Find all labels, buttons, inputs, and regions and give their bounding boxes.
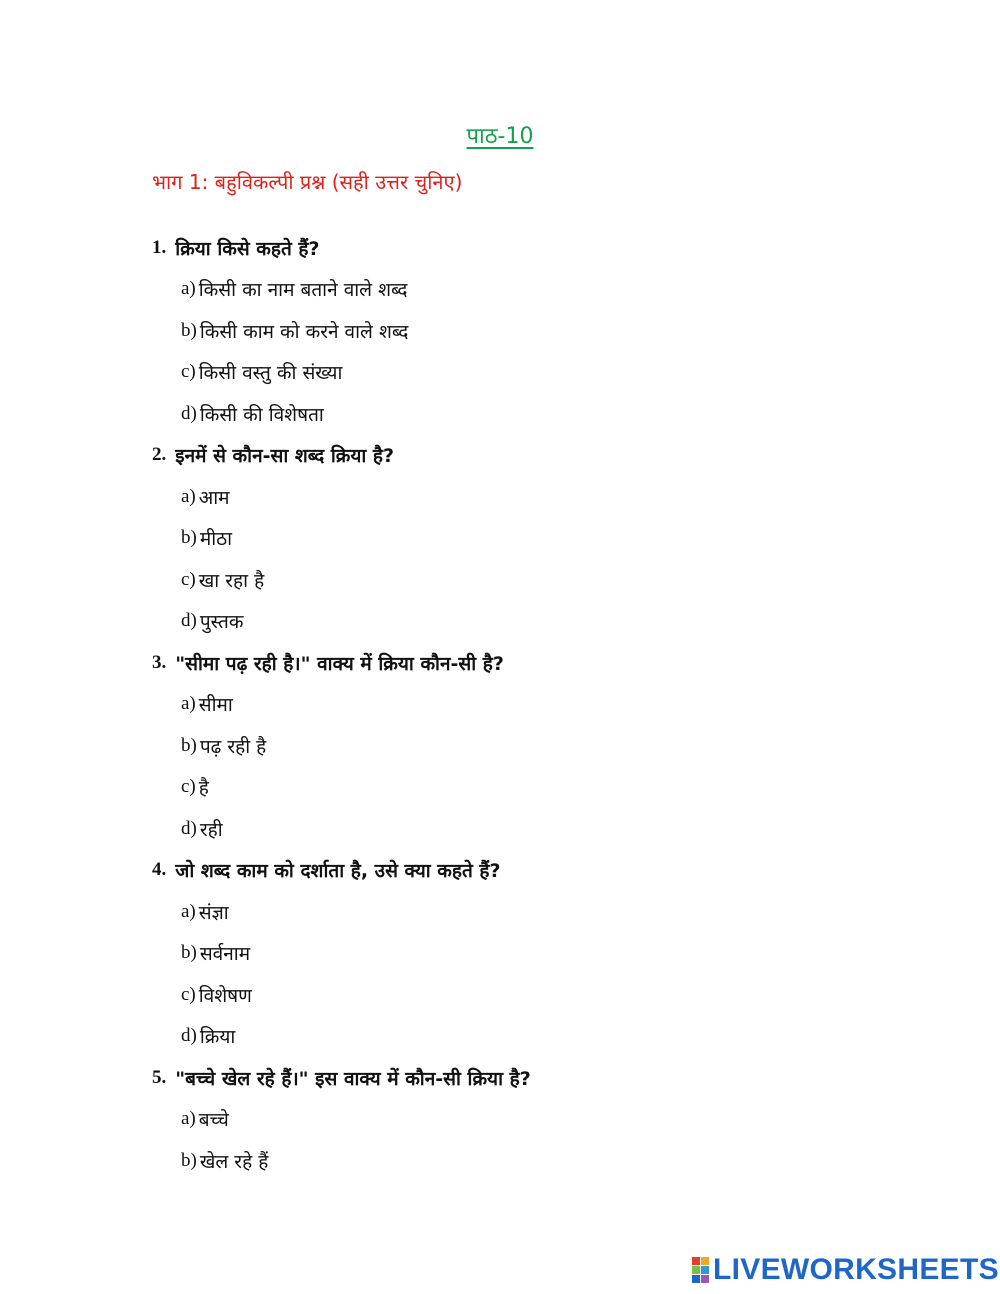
- brand-text: LIVEWORKSHEETS: [713, 1253, 999, 1286]
- option-text: मीठा: [199, 528, 233, 551]
- option-label: a): [181, 278, 196, 300]
- option-label: a): [181, 1108, 196, 1130]
- option-text: क्रिया: [199, 1026, 236, 1049]
- option-2a[interactable]: [152, 476, 912, 518]
- option-text: रही: [199, 818, 223, 841]
- option-label: d): [181, 817, 197, 839]
- option-1c[interactable]: [152, 352, 912, 394]
- logo-square: [692, 1257, 700, 1265]
- question-3: [152, 642, 912, 684]
- option-2d[interactable]: [152, 601, 912, 643]
- question-1: [152, 227, 912, 269]
- option-label: c): [181, 361, 196, 383]
- logo-square: [701, 1257, 709, 1265]
- option-5a[interactable]: [152, 1099, 912, 1141]
- option-label: c): [181, 983, 196, 1005]
- option-5b[interactable]: [152, 1140, 912, 1182]
- question-number: 2.: [152, 444, 167, 466]
- question-text: "सीमा पढ़ रही है।" वाक्य में क्रिया कौन-सी है?: [175, 652, 504, 675]
- question-text: जो शब्द काम को दर्शाता है, उसे क्या कहते हैं?: [175, 860, 501, 883]
- option-4d[interactable]: [152, 1016, 912, 1058]
- question-text: "बच्चे खेल रहे हैं।" इस वाक्य में कौन-सी क्रिया है?: [175, 1067, 531, 1090]
- option-label: c): [181, 776, 196, 798]
- option-1a[interactable]: [152, 269, 912, 311]
- option-1b[interactable]: [152, 310, 912, 352]
- question-list: [152, 227, 912, 1182]
- option-text: बच्चे: [198, 1109, 229, 1132]
- logo-square: [692, 1266, 700, 1274]
- option-label: d): [181, 1025, 197, 1047]
- question-text: इनमें से कौन-सा शब्द क्रिया है?: [175, 445, 395, 468]
- option-text: किसी काम को करने वाले शब्द: [199, 320, 409, 343]
- option-text: सीमा: [198, 694, 233, 717]
- option-text: पुस्तक: [199, 611, 244, 634]
- option-label: b): [181, 734, 197, 756]
- option-text: किसी वस्तु की संख्या: [198, 362, 343, 385]
- option-3d[interactable]: [152, 808, 912, 850]
- option-4a[interactable]: [152, 891, 912, 933]
- option-label: c): [181, 568, 196, 590]
- option-2c[interactable]: [152, 559, 912, 601]
- option-text: आम: [198, 486, 230, 509]
- option-label: d): [181, 610, 197, 632]
- option-label: b): [181, 319, 197, 341]
- logo-square: [692, 1275, 700, 1283]
- option-text: सर्वनाम: [199, 943, 251, 966]
- option-3b[interactable]: [152, 725, 912, 767]
- option-label: b): [181, 942, 197, 964]
- option-2b[interactable]: [152, 518, 912, 560]
- option-label: b): [181, 527, 197, 549]
- option-label: a): [181, 485, 196, 507]
- question-text: क्रिया किसे कहते हैं?: [175, 237, 320, 260]
- logo-square: [701, 1275, 709, 1283]
- question-4: [152, 850, 912, 892]
- option-3c[interactable]: [152, 767, 912, 809]
- option-text: खेल रहे हैं: [199, 1150, 269, 1173]
- question-number: 5.: [152, 1066, 167, 1088]
- section-heading: भाग 1: बहुविकल्पी प्रश्न (सही उत्तर चुनिए): [152, 170, 463, 194]
- option-4b[interactable]: [152, 933, 912, 975]
- option-label: a): [181, 900, 196, 922]
- option-label: b): [181, 1149, 197, 1171]
- question-number: 4.: [152, 859, 167, 881]
- logo-square: [701, 1266, 709, 1274]
- option-text: विशेषण: [198, 984, 252, 1007]
- option-1d[interactable]: [152, 393, 912, 435]
- question-5: [152, 1057, 912, 1099]
- liveworksheets-brand[interactable]: [692, 1253, 999, 1287]
- option-text: खा रहा है: [198, 569, 265, 592]
- option-label: d): [181, 402, 197, 424]
- option-text: संज्ञा: [198, 901, 229, 924]
- option-text: किसी का नाम बताने वाले शब्द: [198, 279, 408, 302]
- page-title: पाठ-10: [466, 124, 534, 149]
- question-number: 1.: [152, 236, 167, 258]
- option-label: a): [181, 693, 196, 715]
- option-text: पढ़ रही है: [199, 735, 267, 758]
- option-text: किसी की विशेषता: [199, 403, 324, 426]
- option-text: है: [198, 777, 209, 800]
- question-2: [152, 435, 912, 477]
- question-number: 3.: [152, 651, 167, 673]
- liveworksheets-logo-icon: [692, 1257, 709, 1283]
- option-3a[interactable]: [152, 684, 912, 726]
- option-4c[interactable]: [152, 974, 912, 1016]
